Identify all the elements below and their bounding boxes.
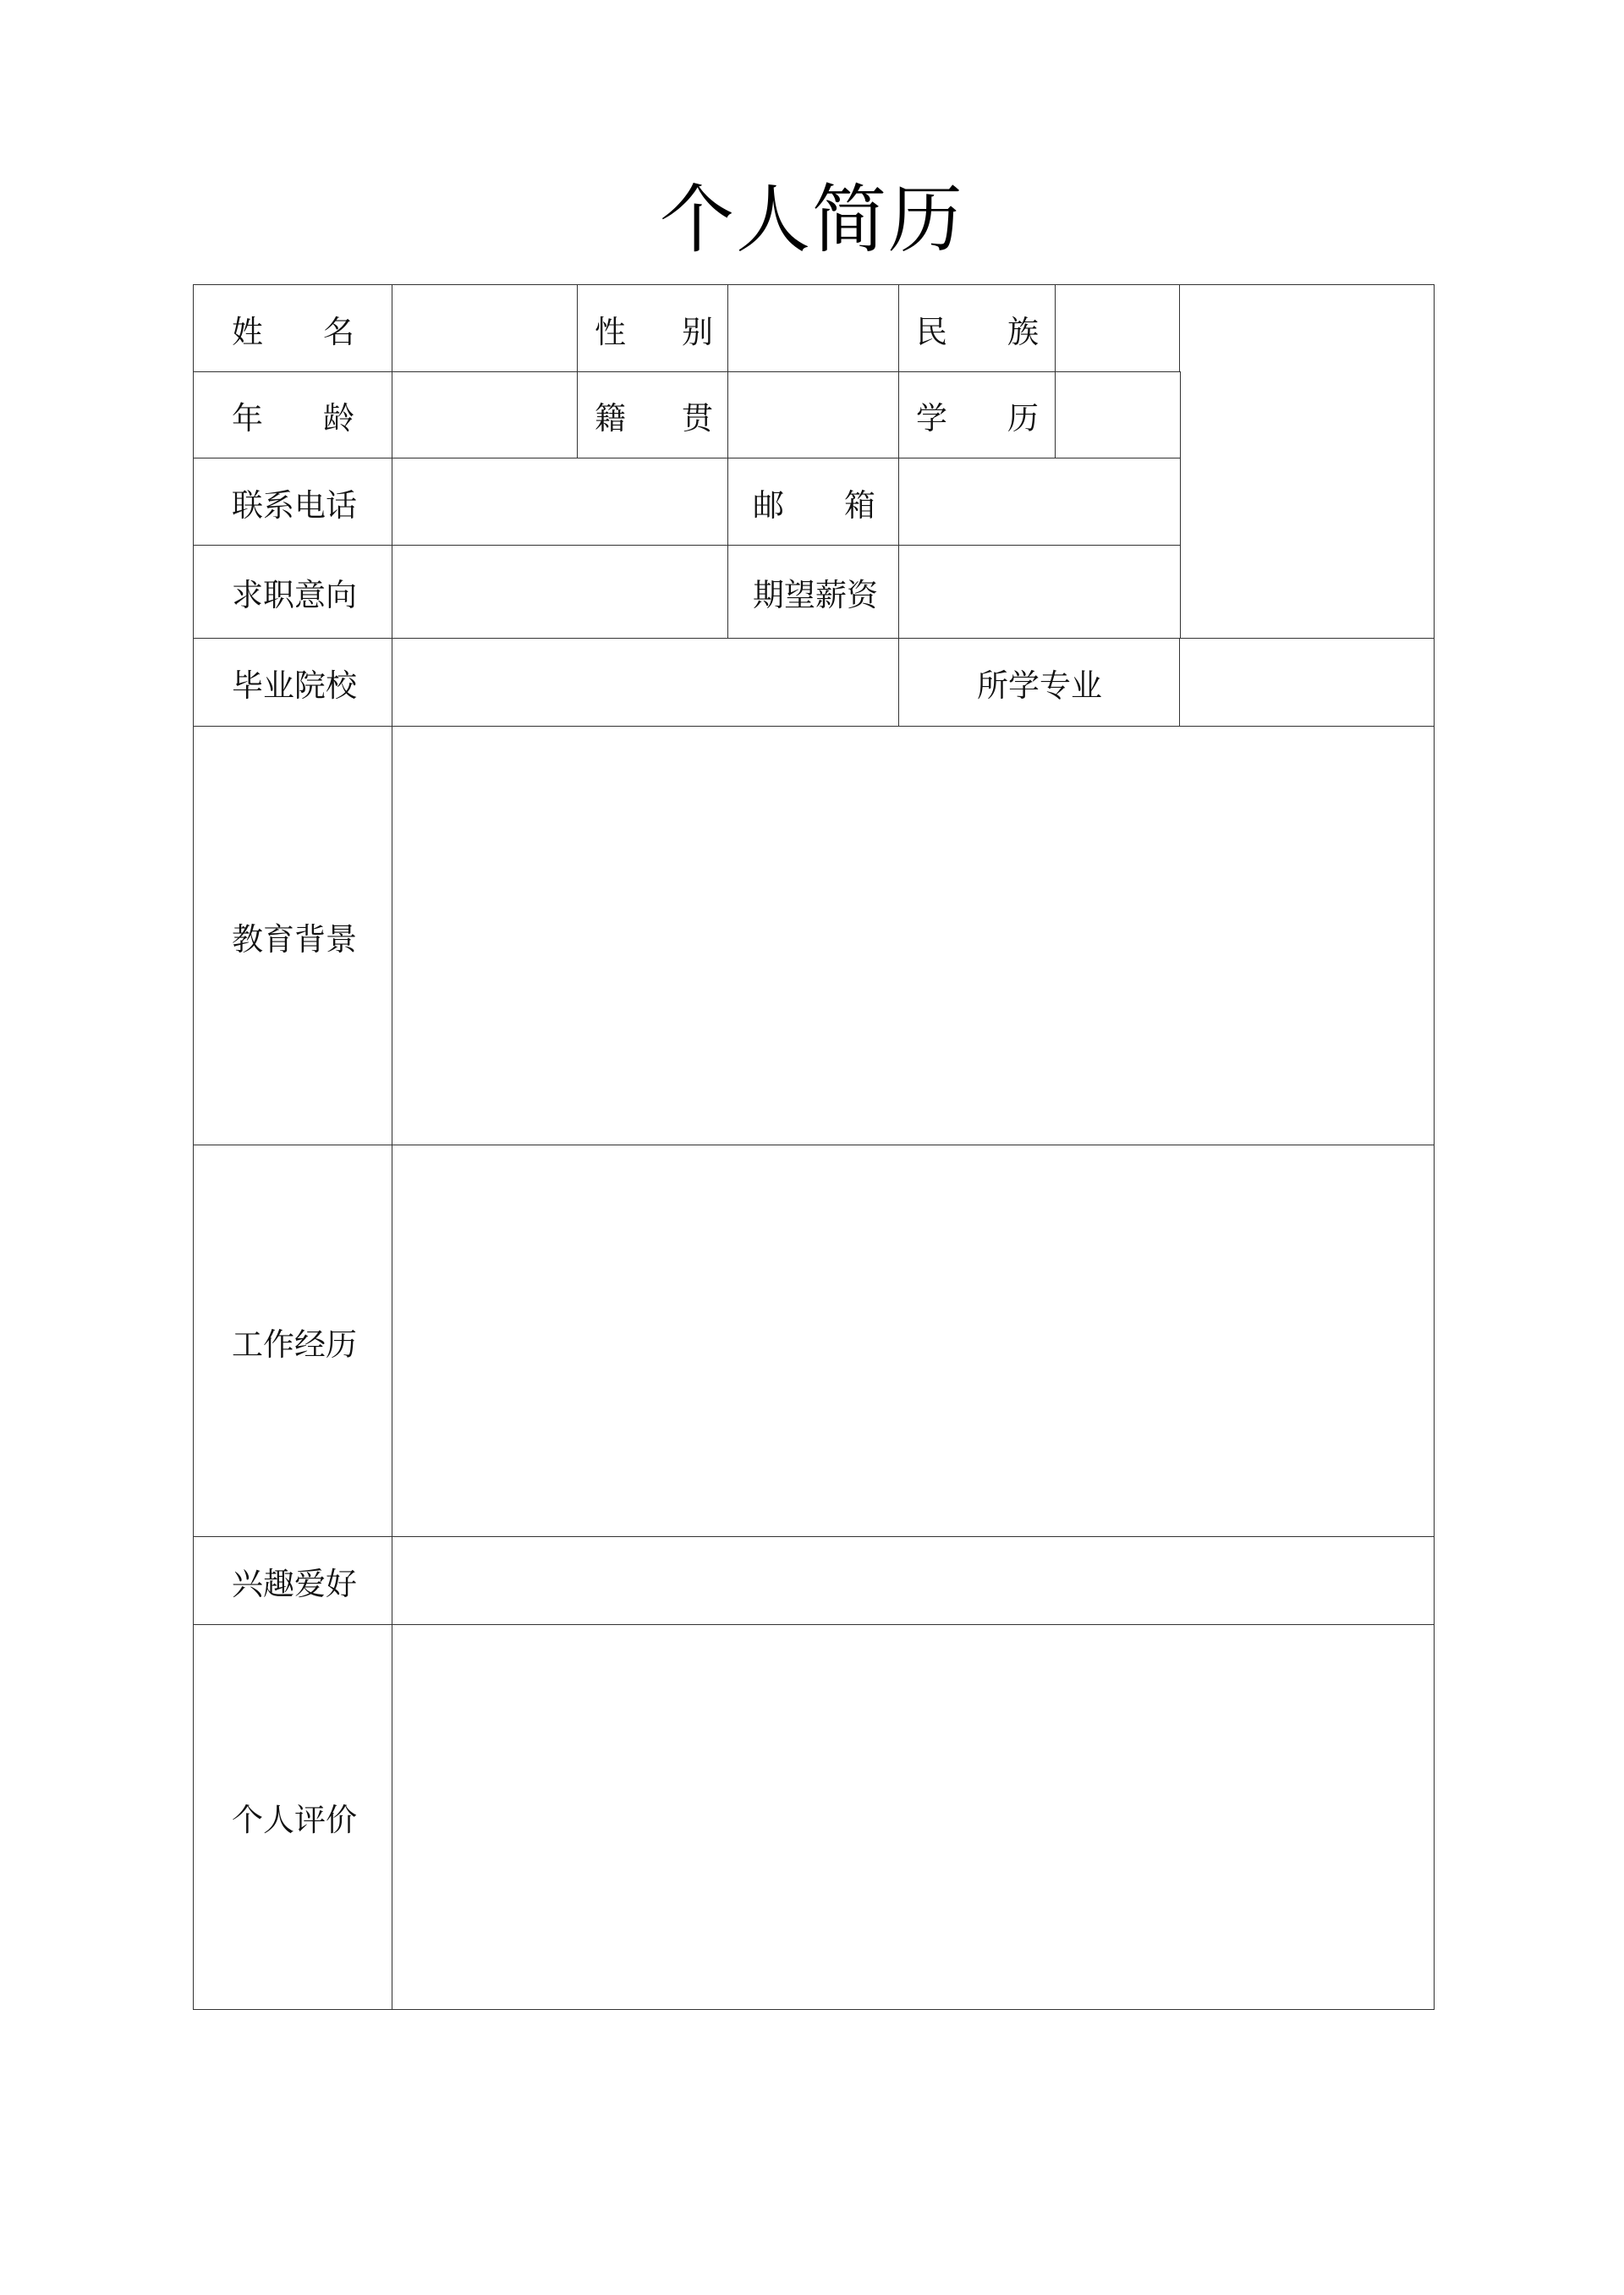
label-text: 毕业院校	[232, 667, 357, 704]
label-char: 别	[682, 313, 713, 350]
label-char: 名	[323, 313, 354, 350]
label-phone	[193, 458, 393, 546]
native-place-field[interactable]	[727, 371, 900, 459]
label-gender	[577, 284, 729, 373]
label-char: 年	[232, 400, 263, 436]
label-age	[193, 371, 393, 459]
label-char: 龄	[323, 400, 354, 436]
label-job-intention	[193, 545, 393, 640]
label-text: 联系电话	[232, 486, 357, 524]
label-work-experience	[193, 1145, 393, 1538]
education-level-field[interactable]	[1055, 371, 1181, 459]
job-intention-field[interactable]	[392, 545, 729, 640]
gender-field[interactable]	[727, 284, 900, 373]
education-background-field[interactable]	[392, 726, 1435, 1146]
hobbies-field[interactable]	[392, 1536, 1435, 1626]
label-text: 兴趣爱好	[232, 1566, 357, 1602]
work-experience-field[interactable]	[392, 1145, 1435, 1538]
label-char: 历	[1007, 400, 1039, 436]
phone-field[interactable]	[392, 458, 729, 546]
label-text: 个人评价	[232, 1802, 357, 1838]
label-education-background	[193, 726, 393, 1146]
label-char: 箱	[844, 486, 875, 524]
email-field[interactable]	[898, 458, 1181, 546]
label-ethnicity	[898, 284, 1056, 373]
label-char: 民	[916, 313, 947, 350]
label-char: 姓	[232, 313, 263, 350]
label-char: 邮	[753, 486, 784, 524]
label-text: 教育背景	[232, 920, 357, 958]
label-text: 求职意向	[232, 577, 357, 613]
label-education-level	[898, 371, 1056, 459]
self-evaluation-field[interactable]	[392, 1624, 1435, 2010]
school-field[interactable]	[392, 638, 900, 727]
ethnicity-field[interactable]	[1055, 284, 1181, 373]
label-hobbies	[193, 1536, 393, 1626]
expected-salary-field[interactable]	[898, 545, 1181, 640]
label-text: 工作经历	[232, 1326, 357, 1363]
name-field[interactable]	[392, 284, 579, 373]
age-field[interactable]	[392, 371, 579, 459]
label-text: 所学专业	[977, 667, 1102, 704]
label-expected-salary	[727, 545, 900, 640]
label-name	[193, 284, 393, 373]
label-major	[898, 638, 1181, 727]
label-char: 性	[595, 313, 626, 350]
label-native-place	[577, 371, 729, 459]
photo-area[interactable]	[1179, 284, 1435, 640]
label-text: 期望薪资	[753, 577, 878, 613]
label-email	[727, 458, 900, 546]
label-char: 籍	[595, 400, 626, 436]
label-char: 族	[1007, 313, 1039, 350]
label-self-evaluation	[193, 1624, 393, 2010]
label-char: 贯	[682, 400, 713, 436]
major-field[interactable]	[1179, 638, 1435, 727]
label-school	[193, 638, 393, 727]
page-title: 个人简历	[659, 176, 964, 263]
label-char: 学	[916, 400, 947, 436]
